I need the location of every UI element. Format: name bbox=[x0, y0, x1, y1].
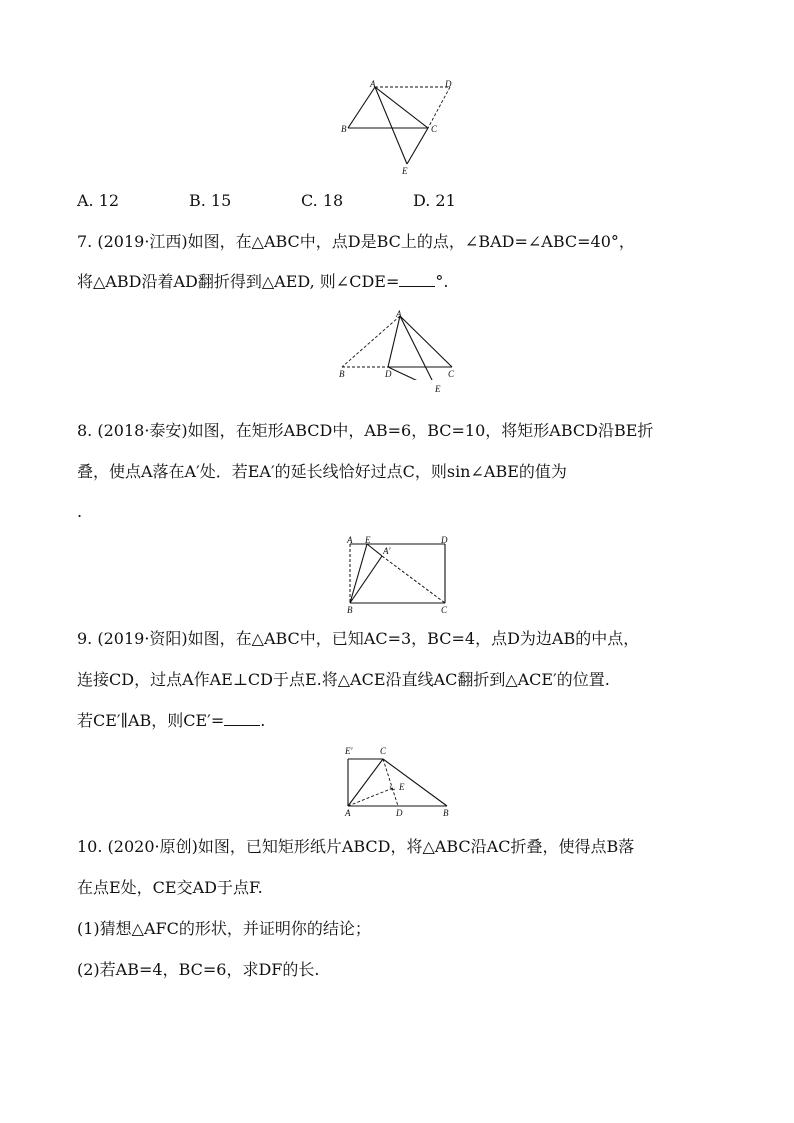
q6-label-a: A bbox=[370, 79, 376, 89]
q6-label-c: C bbox=[431, 124, 438, 134]
q6-choice-c: C. 18 bbox=[301, 191, 344, 210]
q7-answer-blank bbox=[399, 272, 435, 287]
q7-label-c: C bbox=[448, 369, 455, 379]
q9-answer-blank bbox=[224, 711, 260, 726]
q9-text-line2: 连接CD，过点A作AE⊥CD于点E.将△ACE沿直线AC翻折到△ACE′的位置. bbox=[77, 670, 610, 689]
q9-label-a: A bbox=[345, 808, 351, 818]
q6-choice-a: A. 12 bbox=[77, 191, 120, 210]
q8-figure bbox=[338, 533, 458, 615]
q9-label-e-prime: E′ bbox=[345, 746, 353, 756]
q6-label-b: B bbox=[341, 124, 347, 134]
q10-text-line3: (1)猜想△AFC的形状，并证明你的结论； bbox=[77, 919, 371, 938]
q6-choice-b: B. 15 bbox=[189, 191, 232, 210]
q7-label-e: E bbox=[435, 384, 441, 394]
q8-text-line3: . bbox=[77, 502, 83, 521]
q8-label-e: E bbox=[365, 535, 371, 545]
q7-text-line2-a: 将△ABD沿着AD翻折得到△AED, 则∠CDE= bbox=[77, 272, 400, 291]
q9-text-line3 bbox=[77, 711, 265, 731]
q7-label-b: B bbox=[339, 369, 345, 379]
q9-figure bbox=[338, 742, 458, 822]
q7-figure-e-label bbox=[430, 382, 450, 396]
q7-text-line1: 7. (2019·江西)如图，在△ABC中，点D是BC上的点，∠BAD=∠ABC=40°， bbox=[77, 232, 635, 251]
q8-text-line2: 叠，使点A落在A′处．若EA′的延长线恰好过点C，则sin∠ABE的值为 bbox=[77, 462, 567, 481]
q8-label-d: D bbox=[441, 535, 448, 545]
q8-text-line1: 8. (2018·泰安)如图，在矩形ABCD中，AB=6，BC=10，将矩形ABCD沿BE折 bbox=[77, 421, 654, 440]
q7-label-a: A bbox=[396, 309, 402, 319]
q8-label-b: B bbox=[347, 605, 353, 615]
q9-text-line1: 9. (2019·资阳)如图，在△ABC中，已知AC=3，BC=4，点D为边AB的中点， bbox=[77, 629, 640, 648]
q9-label-d: D bbox=[396, 808, 403, 818]
q7-text-line2 bbox=[77, 272, 448, 292]
q8-label-a-prime: A′ bbox=[383, 546, 391, 556]
q9-label-b: B bbox=[443, 808, 449, 818]
q8-label-a: A bbox=[347, 535, 353, 545]
q10-text-line4: (2)若AB=4，BC=6，求DF的长. bbox=[77, 960, 320, 979]
q8-label-c: C bbox=[441, 605, 448, 615]
q9-text-line3-a: 若CE′∥AB，则CE′= bbox=[77, 711, 225, 730]
q9-label-c: C bbox=[380, 746, 387, 756]
q10-text-line1: 10. (2020·原创)如图，已知矩形纸片ABCD，将△ABC沿AC折叠，使得点B落 bbox=[77, 837, 635, 856]
q7-label-d: D bbox=[385, 369, 392, 379]
q6-choice-d: D. 21 bbox=[413, 191, 456, 210]
q6-label-e: E bbox=[402, 166, 408, 176]
q7-text-line2-b: °. bbox=[435, 272, 449, 291]
q9-text-line3-b: . bbox=[260, 711, 266, 730]
q6-figure bbox=[330, 78, 470, 178]
q7-figure bbox=[330, 308, 470, 380]
q9-label-e: E bbox=[399, 782, 405, 792]
q6-label-d: D bbox=[445, 79, 452, 89]
q10-text-line2: 在点E处，CE交AD于点F. bbox=[77, 878, 263, 897]
